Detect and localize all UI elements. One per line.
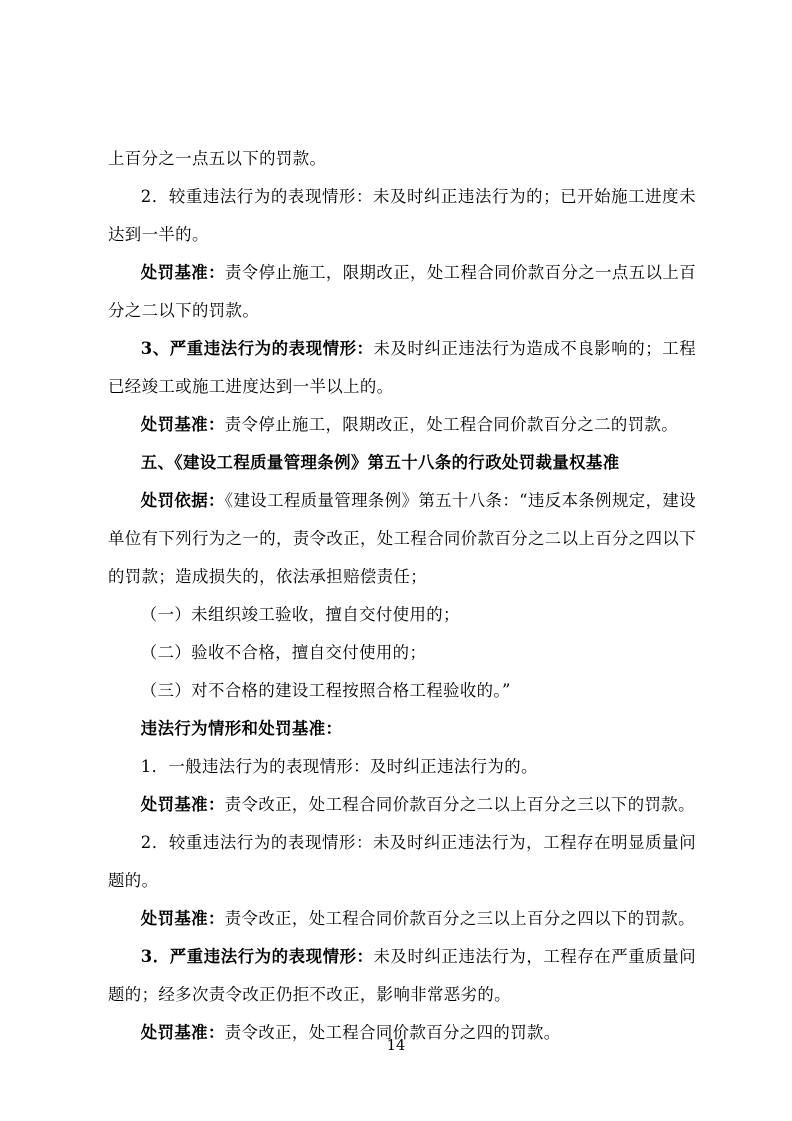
paragraph-text: 未及时纠正违法行为，工程存在严重质量问题的；经多次责令改正仍拒不改正，影响非常恶劣的。 — [108, 947, 696, 1004]
paragraph-text: 上百分之一点五以下的罚款。 — [108, 149, 327, 168]
paragraph — [108, 444, 696, 482]
paragraph — [108, 596, 696, 634]
paragraph-text: （一）未组织竣工验收，擅自交付使用的； — [140, 605, 460, 624]
paragraph — [108, 824, 696, 900]
paragraph — [108, 254, 696, 330]
paragraph-text: 1．一般违法行为的表现情形：及时纠正违法行为的。 — [140, 757, 538, 776]
paragraph-text: （二）验收不合格，擅自交付使用的； — [140, 643, 427, 662]
paragraph — [108, 482, 696, 596]
paragraph — [108, 672, 696, 710]
paragraph-bold-label: 处罚基准： — [140, 415, 225, 434]
paragraph-text: 责令停止施工，限期改正，处工程合同价款百分之二的罚款。 — [224, 415, 679, 434]
paragraph-text: 2．较重违法行为的表现情形：未及时纠正违法行为，工程存在明显质量问题的。 — [108, 833, 696, 890]
paragraph — [108, 748, 696, 786]
paragraph — [108, 634, 696, 672]
paragraph-bold-label: 3、严重违法行为的表现情形： — [140, 339, 374, 358]
paragraph-text: （三）对不合格的建设工程按照合格工程验收的。” — [140, 681, 511, 700]
paragraph-bold-label: 处罚基准： — [140, 909, 225, 928]
paragraph-text: 责令停止施工，限期改正，处工程合同价款百分之一点五以上百分之二以下的罚款。 — [108, 263, 697, 320]
paragraph-text: 责令改正，处工程合同价款百分之三以上百分之四以下的罚款。 — [224, 909, 695, 928]
paragraph-bold-label: 处罚基准： — [140, 1023, 225, 1042]
paragraph-text: 未及时纠正违法行为造成不良影响的；工程已经竣工或施工进度达到一半以上的。 — [108, 339, 696, 396]
paragraph-text: 《建设工程质量管理条例》第五十八条：“违反本条例规定，建设单位有下列行为之一的，责令改正，处工程合同价款百分之二以上百分之四以下的罚款；造成损失的，依法承担赔偿责任； — [108, 491, 697, 586]
paragraph — [108, 900, 696, 938]
paragraph — [108, 938, 696, 1014]
paragraph-bold-label: 处罚基准： — [140, 795, 225, 814]
page-number: 14 — [386, 1038, 406, 1054]
paragraph-text: 2．较重违法行为的表现情形：未及时纠正违法行为的；已开始施工进度未达到一半的。 — [108, 187, 696, 244]
paragraph — [108, 140, 696, 178]
document-body — [108, 140, 696, 1052]
paragraph — [108, 330, 696, 406]
paragraph — [108, 178, 696, 254]
paragraph-text: 责令改正，处工程合同价款百分之四的罚款。 — [224, 1023, 561, 1042]
paragraph-bold-label: 处罚依据： — [140, 491, 225, 510]
paragraph-bold-label: 3．严重违法行为的表现情形： — [140, 947, 374, 966]
paragraph-bold-label: 处罚基准： — [140, 263, 225, 282]
paragraph — [108, 406, 696, 444]
paragraph-bold-label: 五、《建设工程质量管理条例》第五十八条的行政处罚裁量权基准 — [140, 453, 620, 472]
paragraph — [108, 786, 696, 824]
paragraph — [108, 710, 696, 748]
paragraph-bold-label: 违法行为情形和处罚基准： — [140, 719, 343, 738]
paragraph-text: 责令改正，处工程合同价款百分之二以上百分之三以下的罚款。 — [224, 795, 695, 814]
